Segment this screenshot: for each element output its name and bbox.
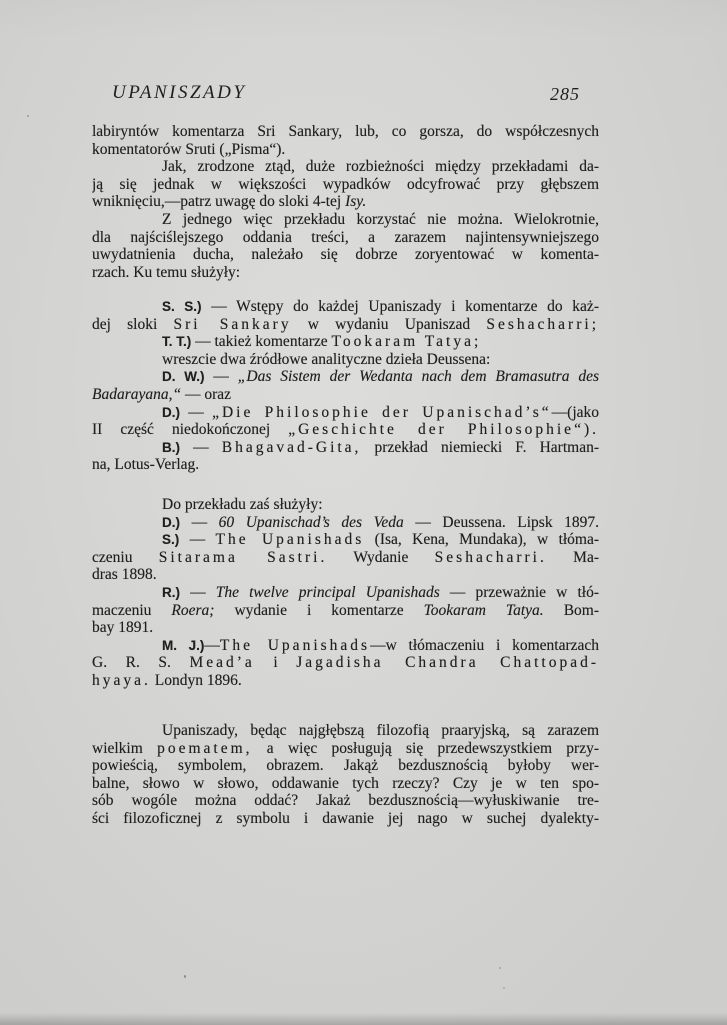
text-line: wreszcie dwa źródłowe analityczne dzieła Deussena:: [162, 350, 491, 368]
text-line: uwydatnienia ducha, należało się dobrze zoryentować w komenta-: [92, 246, 599, 264]
text-line: Z jednego więc przekładu korzystać nie można. Wielokrotnie,: [162, 210, 599, 228]
text-line: D.) — „Die Philosophie der Upanischad’s“—(jako: [162, 403, 599, 421]
text-line: ją się jednak w większości wypadków odcyfrować przy głębszem: [92, 175, 599, 193]
text-line: balne, słowo w słowo, oddawanie tych rzeczy? Czy je w ten spo-: [92, 774, 599, 792]
text-line: maczeniu Roera; wydanie i komentarze Tookaram Tatya. Bom-: [92, 601, 599, 619]
text-line: czeniu Sitarama Sastri. Wydanie Seshacharri. Ma-: [92, 548, 599, 566]
text-line: wielkim poematem, a więc posługują się przedewszystkiem przy-: [92, 739, 599, 757]
text-line: dla najściślejszego oddania treści, a zarazem najintensywniejszego: [92, 228, 599, 246]
text-line: dej sloki Sri Sankary w wydaniu Upaniszad Seshacharri;: [92, 315, 599, 333]
block-translations: [92, 496, 599, 690]
text-line: B.) — Bhagavad-Gita, przekład niemiecki F. Hartman-: [162, 438, 599, 456]
text-line: Upaniszady, będąc najgłębszą filozofią praaryjską, są zarazem: [162, 722, 599, 739]
text-line: labiryntów komentarza Sri Sankary, lub, co gorsza, do współczesnych: [92, 123, 599, 140]
text-line: rzach. Ku temu służyły:: [92, 263, 241, 281]
block-intro: [92, 123, 599, 281]
text-line: powieścią, symbolem, obrazem. Jakąż bezdusznością byłoby wer-: [92, 757, 599, 775]
page-header: [92, 82, 599, 106]
text-line: sób wogóle można oddać? Jakaż bezdusznością—wyłuskiwanie tre-: [92, 792, 599, 810]
text-line: M. J.)—The Upanishads—w tłómaczeniu i komentarzach: [162, 636, 599, 654]
text-line: komentatorów Sruti („Pisma“).: [92, 140, 286, 158]
text-line: S. S.) — Wstępy do każdej Upaniszady i komentarze do każ-: [162, 298, 599, 315]
page-number: 285: [550, 84, 580, 104]
text-line: ści filozoficznej z symbolu i dawanie jej nago w suchej dyalekty-: [92, 809, 599, 827]
block-closing: [92, 722, 599, 828]
text-line: D.) — 60 Upanischad’s des Veda — Deussena. Lipsk 1897.: [162, 513, 599, 531]
block-sources: [92, 298, 599, 474]
scan-speck: [184, 975, 186, 978]
text-line: Jak, zrodzone ztąd, duże rozbieżności między przekładami da-: [162, 158, 599, 176]
text-line: D. W.) — „Das Sistem der Wedanta nach dem Bramasutra des: [162, 368, 599, 386]
text-line: bay 1891.: [92, 619, 154, 637]
text-line: wniknięciu,—patrz uwagę do sloki 4-tej Isy.: [92, 193, 367, 211]
text-line: Badarayana,“ — oraz: [92, 385, 232, 403]
scan-speck: [503, 987, 505, 989]
running-title: UPANISZADY: [112, 82, 247, 103]
text-line: dras 1898.: [92, 566, 157, 584]
text-line: II część niedokończonej „Geschichte der Philosophie“).: [92, 421, 599, 439]
text-line: S.) — The Upanishads (Isa, Kena, Mundaka), w tłóma-: [162, 531, 599, 549]
text-line: T. T.) — takież komentarze Tookaram Tatya;: [162, 333, 482, 351]
text-line: G. R. S. Mead’a i Jagadisha Chandra Chattopad-: [92, 654, 599, 672]
text-line: hyaya. Londyn 1896.: [92, 671, 242, 689]
scan-speck: [27, 115, 29, 117]
text-line: na, Lotus-Verlag.: [92, 456, 200, 474]
text-line: Do przekładu zaś służyły:: [162, 496, 323, 513]
scan-speck: [499, 967, 501, 969]
text-line: R.) — The twelve principal Upanishads — przeważnie w tłó-: [162, 583, 599, 601]
